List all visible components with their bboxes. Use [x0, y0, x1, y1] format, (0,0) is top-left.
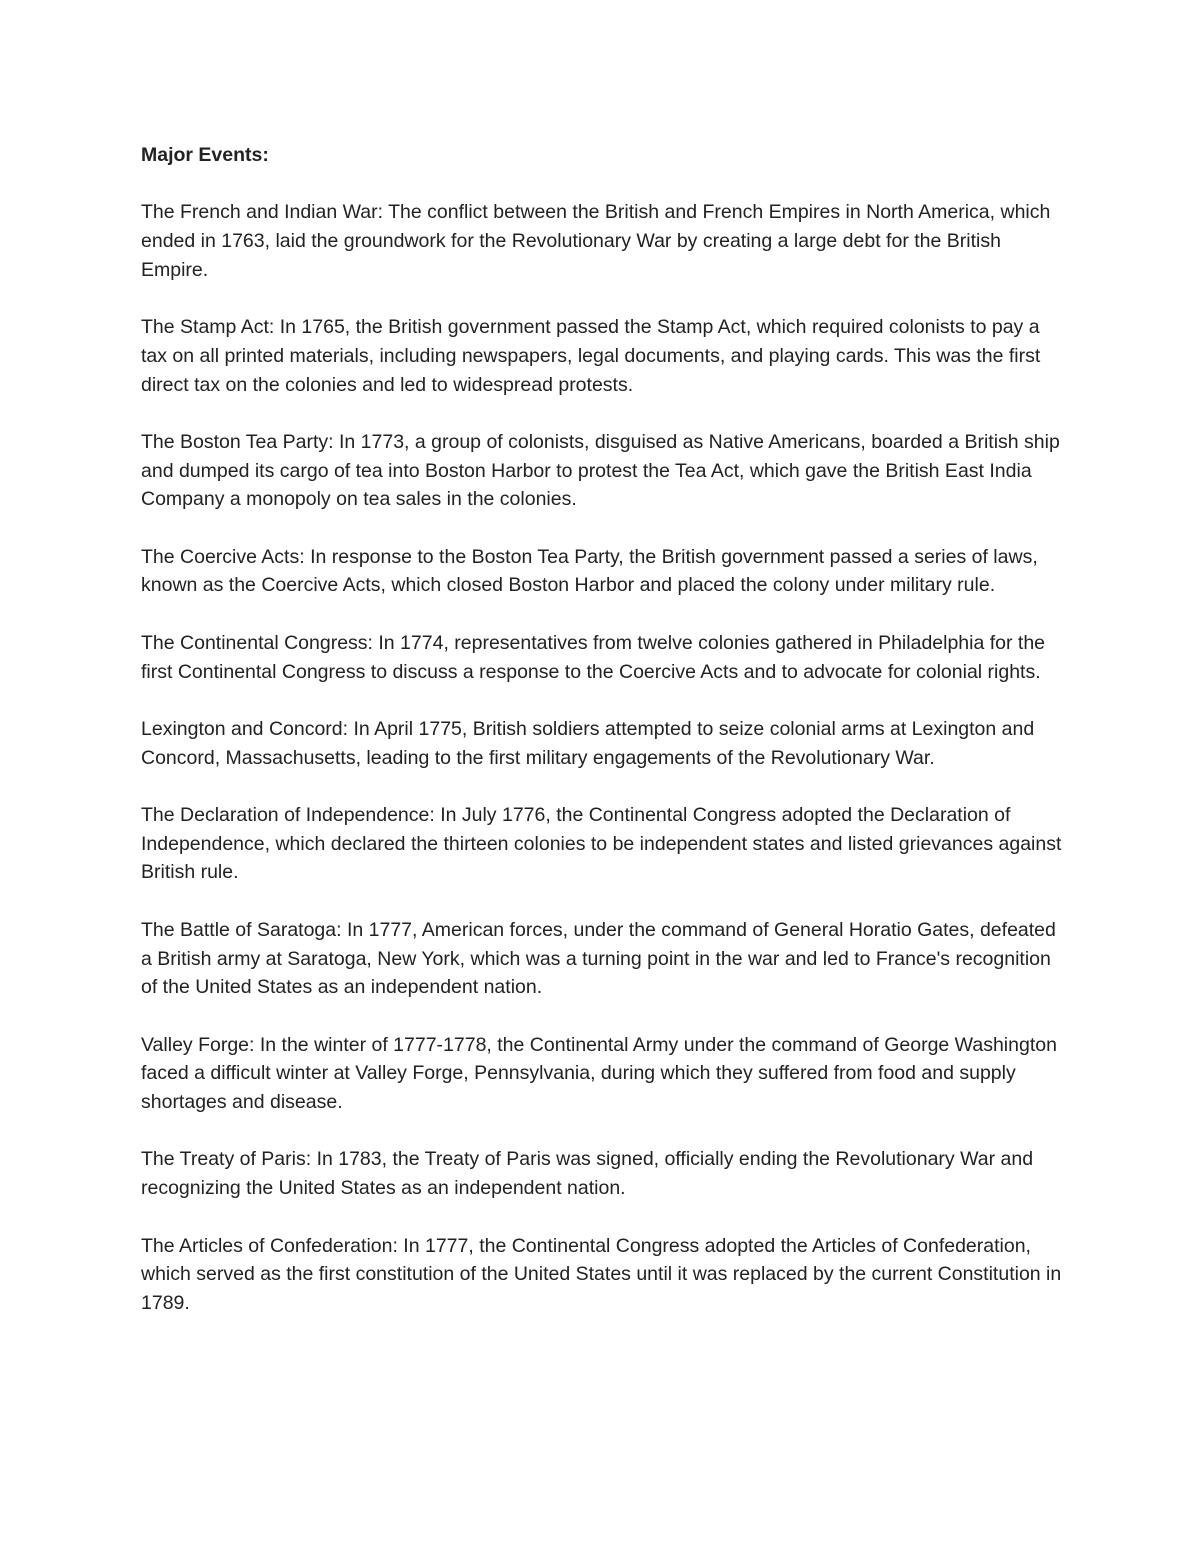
paragraph-declaration-of-independence: The Declaration of Independence: In July 1776, the Continental Congress adopted the Declaration of Independence, which declared the thirteen colonies to be independent states and listed grievances against British rule. — [141, 804, 1062, 884]
paragraph-lexington-concord: Lexington and Concord: In April 1775, British soldiers attempted to seize colonial arms at Lexington and Concord, Massachusetts, leading to the first military engagements of the Revolutionary War. — [141, 717, 1035, 769]
paragraph-treaty-of-paris: The Treaty of Paris: In 1783, the Treaty of Paris was signed, officially ending the Revolutionary War and recognizing the United States as an independent nation. — [141, 1148, 1034, 1200]
paragraph-french-indian-war: The French and Indian War: The conflict between the British and French Empires in North America, which ended in 1763, laid the groundwork for the Revolutionary War by creating a large debt for the British Empire. — [141, 201, 1051, 281]
paragraph-valley-forge: Valley Forge: In the winter of 1777-1778, the Continental Army under the command of George Washington faced a difficult winter at Valley Forge, Pennsylvania, during which they suffered from food and supply shortages and disease. — [141, 1033, 1057, 1114]
paragraph-stamp-act: The Stamp Act: In 1765, the British government passed the Stamp Act, which required colonists to pay a tax on all printed materials, including newspapers, legal documents, and playing cards. This was the first direct tax on the colonies and led to widespread protests. — [141, 316, 1041, 396]
paragraph-articles-of-confederation: The Articles of Confederation: In 1777, the Continental Congress adopted the Articles of Confederation, which served as the first constitution of the United States until it was replaced by the current Constitution in 1789. — [141, 1234, 1062, 1314]
paragraph-continental-congress: The Continental Congress: In 1774, representatives from twelve colonies gathered in Philadelphia for the first Continental Congress to discuss a response to the Coercive Acts and to advocate for colonial rights. — [141, 631, 1046, 683]
section-heading: Major Events: — [141, 144, 269, 166]
paragraph-coercive-acts: The Coercive Acts: In response to the Boston Tea Party, the British government passed a series of laws, known as the Coercive Acts, which closed Boston Harbor and placed the colony under military rule. — [141, 545, 1038, 597]
paragraph-boston-tea-party: The Boston Tea Party: In 1773, a group of colonists, disguised as Native Americans, boarded a British ship and dumped its cargo of tea into Boston Harbor to protest the Tea Act, which gave the British East India Company a monopoly on tea sales in the colonies. — [141, 430, 1060, 511]
document-page — [141, 141, 1066, 1346]
paragraph-battle-of-saratoga: The Battle of Saratoga: In 1777, American forces, under the command of General Horatio Gates, defeated a British army at Saratoga, New York, which was a turning point in the war and led to France's recognition of the United States as an independent nation. — [141, 918, 1056, 999]
